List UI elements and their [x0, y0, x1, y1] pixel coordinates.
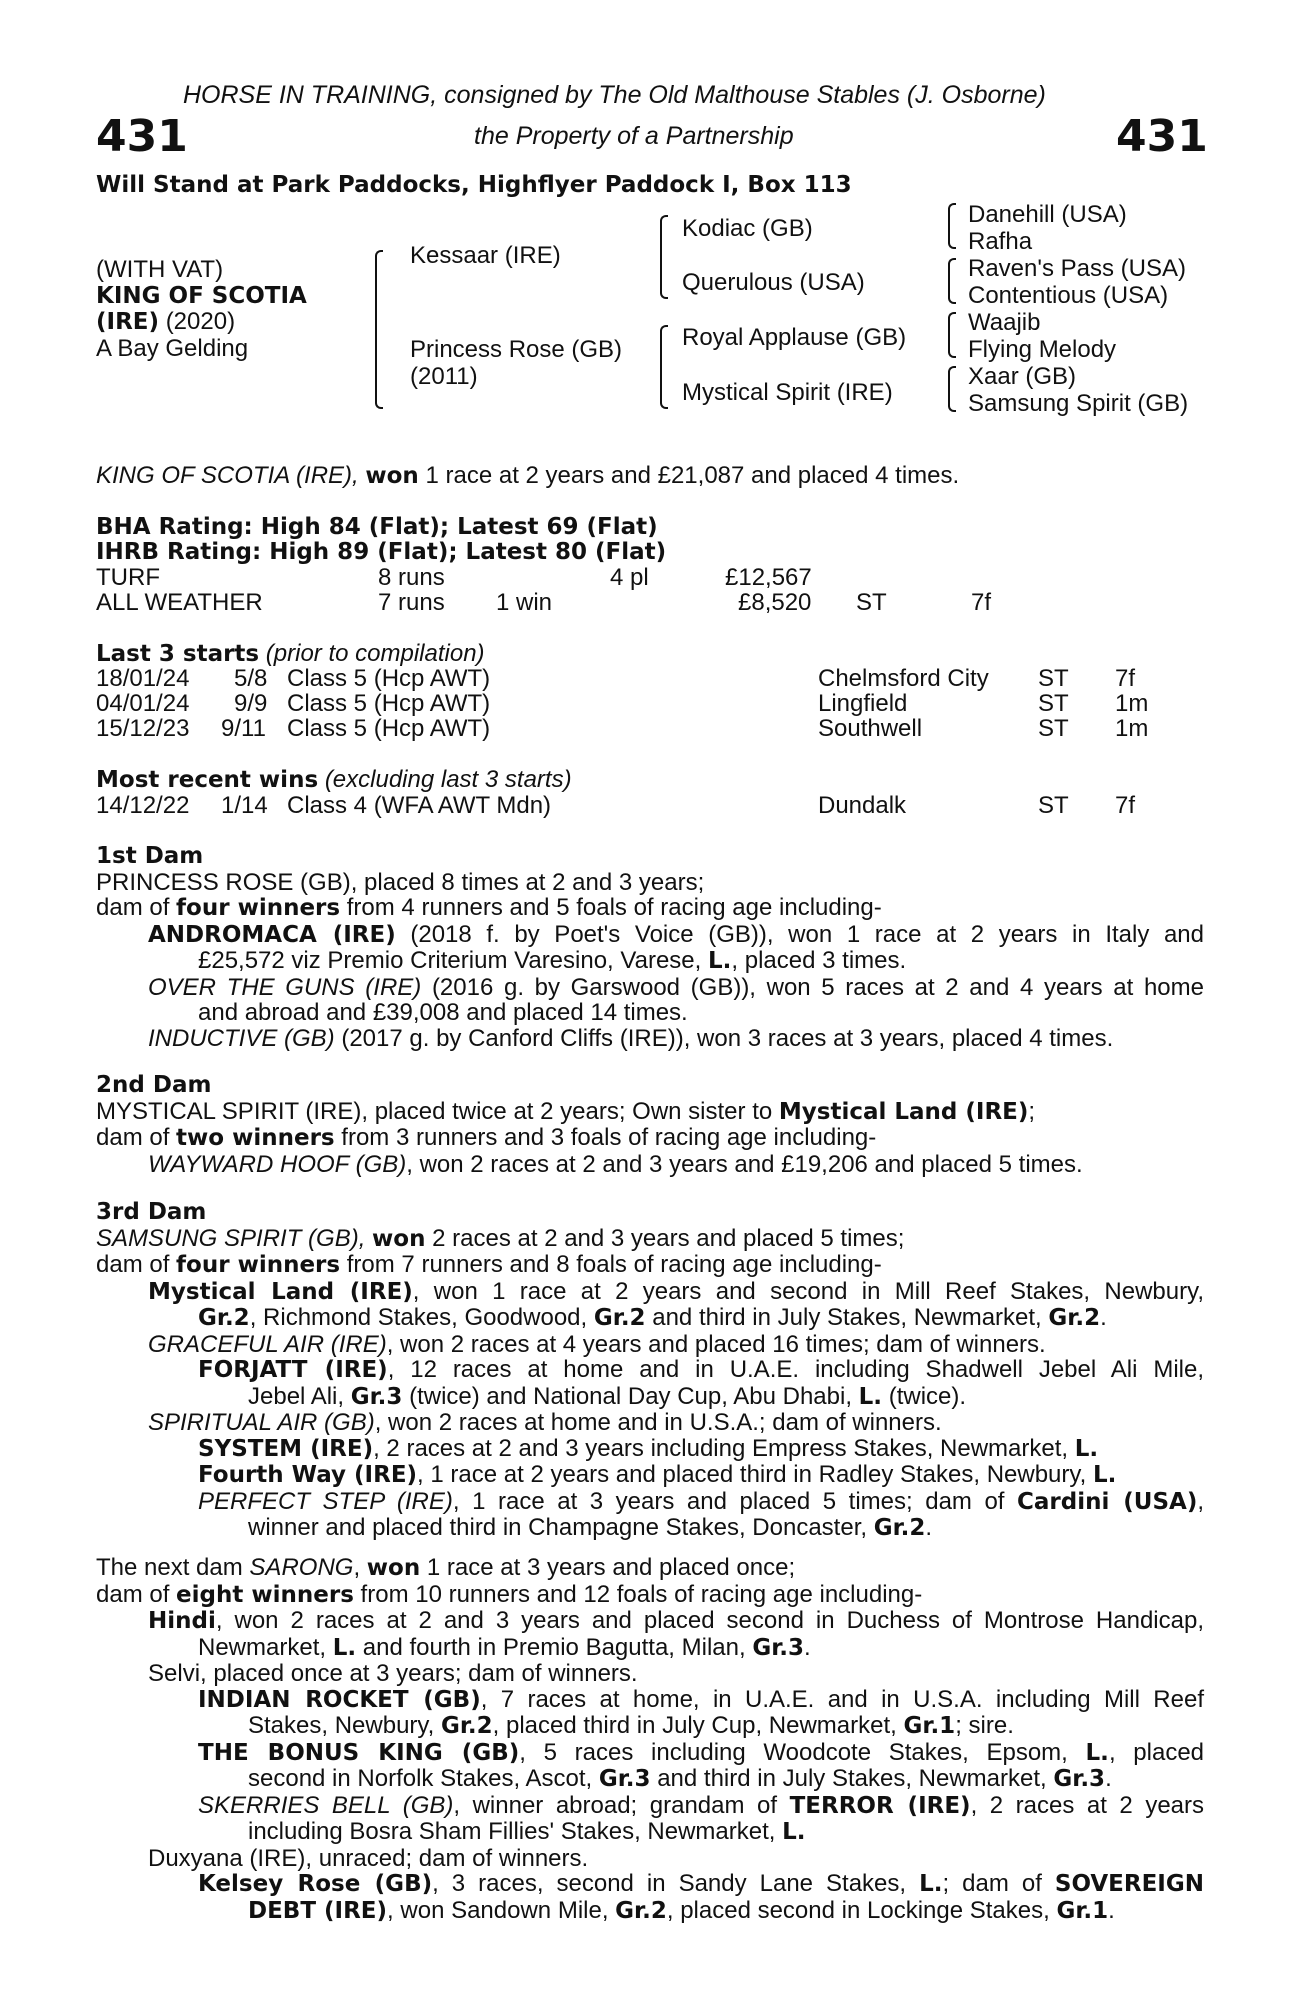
horse-name: KING OF SCOTIA [96, 283, 307, 309]
progeny-line: INDUCTIVE (GB) (2017 g. by Canford Cliffs (IRE)), won 3 races at 3 years, placed 4 times. [148, 1024, 1114, 1052]
win-date: 14/12/22 [96, 792, 190, 819]
start-row [96, 716, 1206, 742]
surface-placed: 4 pl [610, 564, 649, 591]
pedigree-dam-dam: Mystical Spirit (IRE) [682, 379, 893, 406]
pedigree-brace-sire [660, 215, 668, 299]
progeny-line: ANDROMACA (IRE) (2018 f. by Poet's Voice (GB)), won 1 race at 2 years in Italy and [148, 920, 1204, 948]
pedigree-dam: Princess Rose (GB) [410, 336, 623, 363]
vat-label: (WITH VAT) [96, 256, 224, 283]
progeny-line: Mystical Land (IRE), won 1 race at 2 years and second in Mill Reef Stakes, Newbury, [148, 1277, 1204, 1305]
first-dam-section [96, 844, 1204, 1051]
win-position: 1/14 [221, 792, 268, 819]
progeny-line: THE BONUS KING (GB), 5 races including Woodcote Stakes, Epsom, L., placed [198, 1738, 1205, 1766]
pedigree-g1: Danehill (USA) [968, 201, 1127, 228]
start-course: Southwell [818, 715, 923, 742]
pedigree-brace-g4 [948, 366, 956, 412]
pedigree-brace-dam [660, 325, 668, 409]
first-dam-line: PRINCESS ROSE (GB), placed 8 times at 2 and 3 years; [96, 868, 705, 896]
pedigree-g2: Rafha [968, 228, 1033, 255]
progeny-line: SPIRITUAL AIR (GB), won 2 races at home and in U.S.A.; dam of winners. [148, 1409, 942, 1436]
progeny-line: Stakes, Newbury, Gr.2, placed third in July Cup, Newmarket, Gr.1; sire. [248, 1712, 1014, 1739]
progeny-line: WAYWARD HOOF (GB), won 2 races at 2 and 3 years and £19,206 and placed 5 times. [148, 1150, 1083, 1178]
start-distance: 1m [1115, 690, 1149, 717]
start-date: 15/12/23 [96, 715, 190, 742]
horse-description: A Bay Gelding [96, 335, 249, 362]
progeny-line: Fourth Way (IRE), 1 race at 2 years and placed third in Radley Stakes, Newbury, L. [198, 1461, 1117, 1488]
win-course: Dundalk [818, 792, 907, 819]
race-summary [96, 463, 959, 490]
horse-origin: (IRE) [96, 309, 160, 335]
pedigree-brace-g1 [948, 203, 956, 249]
property-line: the Property of a Partnership [474, 122, 794, 150]
third-dam-section [96, 1200, 1204, 1542]
pedigree-dam-year: (2011) [410, 363, 478, 390]
start-going: ST [1038, 665, 1069, 692]
start-distance: 1m [1115, 715, 1149, 742]
pedigree-g4: Contentious (USA) [968, 282, 1169, 309]
recent-wins-title: Most recent wins [96, 767, 319, 793]
progeny-line: second in Norfolk Stakes, Ascot, Gr.3 and third in July Stakes, Newmarket, Gr.3. [248, 1765, 1112, 1792]
progeny-line: SKERRIES BELL (GB), winner abroad; grandam of TERROR (IRE), 2 races at 2 years [198, 1791, 1205, 1819]
pedigree-brace-g3 [948, 312, 956, 358]
win-race: Class 4 (WFA AWT Mdn) [287, 792, 552, 819]
start-position: 9/9 [234, 690, 268, 717]
progeny-line: INDIAN ROCKET (GB), 7 races at home, in U.A.E. and in U.S.A. including Mill Reef [198, 1685, 1204, 1713]
third-dam-line: SAMSUNG SPIRIT (GB), won 2 races at 2 and 3 years and placed 5 times; [96, 1224, 905, 1252]
location-line: Will Stand at Park Paddocks, Highflyer Paddock I, Box 113 [96, 172, 852, 198]
surface-wins: 1 win [496, 589, 553, 616]
surface-prize: £12,567 [725, 564, 812, 591]
surface-distance: 7f [971, 589, 992, 616]
start-race: Class 5 (Hcp AWT) [287, 715, 491, 742]
first-dam-heading: 1st Dam [96, 843, 204, 869]
progeny-line: Gr.2, Richmond Stakes, Goodwood, Gr.2 and third in July Stakes, Newmarket, Gr.2. [198, 1304, 1107, 1331]
surface-runs: 8 runs [378, 564, 445, 591]
progeny-line: and abroad and £39,008 and placed 14 times. [198, 999, 688, 1026]
lot-number-right: 431 [1116, 111, 1208, 162]
progeny-line: SYSTEM (IRE), 2 races at 2 and 3 years including Empress Stakes, Newmarket, L. [198, 1434, 1099, 1462]
pedigree-brace-g2 [948, 258, 956, 304]
last-starts-title: Last 3 starts [96, 641, 260, 667]
third-dam-line: dam of four winners from 7 runners and 8 foals of racing age including- [96, 1251, 882, 1278]
summary-name: KING OF SCOTIA (IRE), [96, 462, 359, 489]
progeny-line: Newmarket, L. and fourth in Premio Bagutta, Milan, Gr.3. [198, 1633, 811, 1661]
pedigree-g7: Xaar (GB) [968, 363, 1077, 390]
lot-number-left: 431 [96, 111, 188, 162]
surface-name: ALL WEATHER [96, 589, 263, 616]
next-dam-line: The next dam SARONG, won 1 race at 3 years and placed once; [96, 1554, 796, 1581]
start-race: Class 5 (Hcp AWT) [287, 665, 491, 692]
progeny-line: Kelsey Rose (GB), 3 races, second in Sandy Lane Stakes, L.; dam of SOVEREIGN [198, 1870, 1204, 1897]
progeny-line: £25,572 viz Premio Criterium Varesino, Varese, L., placed 3 times. [198, 947, 907, 974]
start-row [96, 666, 1206, 692]
surface-row-turf [96, 565, 1206, 591]
recent-wins-note: (excluding last 3 starts) [324, 766, 572, 793]
third-dam-heading: 3rd Dam [96, 1199, 207, 1225]
pedigree-sire-sire: Kodiac (GB) [682, 215, 813, 242]
first-dam-line: dam of four winners from 4 runners and 5 foals of racing age including- [96, 894, 882, 921]
start-course: Lingfield [818, 690, 908, 717]
progeny-line: OVER THE GUNS (IRE) (2016 g. by Garswood (GB)), won 5 races at 2 and 4 years at home [148, 973, 1204, 1001]
horse-year: (2020) [165, 308, 236, 335]
start-position: 9/11 [221, 715, 266, 742]
progeny-line: Selvi, placed once at 3 years; dam of winners. [148, 1660, 638, 1687]
pedigree-sire-dam: Querulous (USA) [682, 269, 865, 296]
start-going: ST [1038, 715, 1069, 742]
surface-name: TURF [96, 564, 160, 591]
start-row [96, 691, 1206, 717]
progeny-line: GRACEFUL AIR (IRE), won 2 races at 4 years and placed 16 times; dam of winners. [148, 1330, 1046, 1358]
ihrb-rating: IHRB Rating: High 89 (Flat); Latest 80 (Flat) [96, 539, 667, 565]
progeny-line: DEBT (IRE), won Sandown Mile, Gr.2, placed second in Lockinge Stakes, Gr.1. [248, 1896, 1115, 1924]
pedigree-brace-main [375, 250, 383, 409]
progeny-line: PERFECT STEP (IRE), 1 race at 3 years and placed 5 times; dam of Cardini (USA), [198, 1487, 1205, 1515]
consignor-line: HORSE IN TRAINING, consigned by The Old Malthouse Stables (J. Osborne) [183, 81, 1046, 109]
start-date: 18/01/24 [96, 665, 190, 692]
win-distance: 7f [1115, 792, 1136, 819]
second-dam-line: dam of two winners from 3 runners and 3 foals of racing age including- [96, 1124, 877, 1151]
win-row [96, 793, 1206, 819]
second-dam-heading: 2nd Dam [96, 1072, 212, 1098]
summary-won: won [365, 463, 419, 489]
pedigree-dam-sire: Royal Applause (GB) [682, 324, 907, 351]
second-dam-line: MYSTICAL SPIRIT (IRE), placed twice at 2 years; Own sister to Mystical Land (IRE); [96, 1097, 1036, 1125]
pedigree-g3: Raven's Pass (USA) [968, 255, 1186, 282]
last-starts-note: (prior to compilation) [265, 640, 485, 667]
start-going: ST [1038, 690, 1069, 717]
start-date: 04/01/24 [96, 690, 190, 717]
pedigree-g5: Waajib [968, 309, 1041, 336]
surface-prize: £8,520 [738, 589, 812, 616]
progeny-line: including Bosra Sham Fillies' Stakes, Newmarket, L. [248, 1818, 806, 1845]
progeny-line: Duxyana (IRE), unraced; dam of winners. [148, 1844, 589, 1872]
next-dam-section [96, 1555, 1204, 1924]
progeny-line: Jebel Ali, Gr.3 (twice) and National Day Cup, Abu Dhabi, L. (twice). [248, 1382, 967, 1410]
summary-text: 1 race at 2 years and £21,087 and placed 4 times. [425, 462, 960, 489]
bha-rating: BHA Rating: High 84 (Flat); Latest 69 (Flat) [96, 514, 658, 540]
next-dam-line: dam of eight winners from 10 runners and 12 foals of racing age including- [96, 1580, 923, 1608]
start-position: 5/8 [234, 665, 268, 692]
progeny-line: winner and placed third in Champagne Stakes, Doncaster, Gr.2. [248, 1514, 933, 1541]
pedigree-g8: Samsung Spirit (GB) [968, 390, 1189, 417]
surface-row-all-weather [96, 590, 1206, 616]
progeny-line: FORJATT (IRE), 12 races at home and in U.A.E. including Shadwell Jebel Ali Mile, [198, 1356, 1204, 1383]
surface-runs: 7 runs [378, 589, 445, 616]
pedigree-g6: Flying Melody [968, 336, 1117, 363]
recent-wins-heading [96, 767, 572, 794]
surface-going: ST [856, 589, 887, 616]
start-course: Chelmsford City [818, 665, 989, 692]
horse-origin-year [96, 309, 235, 336]
second-dam-section [96, 1073, 1204, 1177]
last-starts-heading [96, 641, 485, 668]
start-distance: 7f [1115, 665, 1136, 692]
start-race: Class 5 (Hcp AWT) [287, 690, 491, 717]
win-going: ST [1038, 792, 1069, 819]
progeny-line: Hindi, won 2 races at 2 and 3 years and placed second in Duchess of Montrose Handicap, [148, 1607, 1204, 1634]
pedigree-sire: Kessaar (IRE) [410, 242, 561, 269]
